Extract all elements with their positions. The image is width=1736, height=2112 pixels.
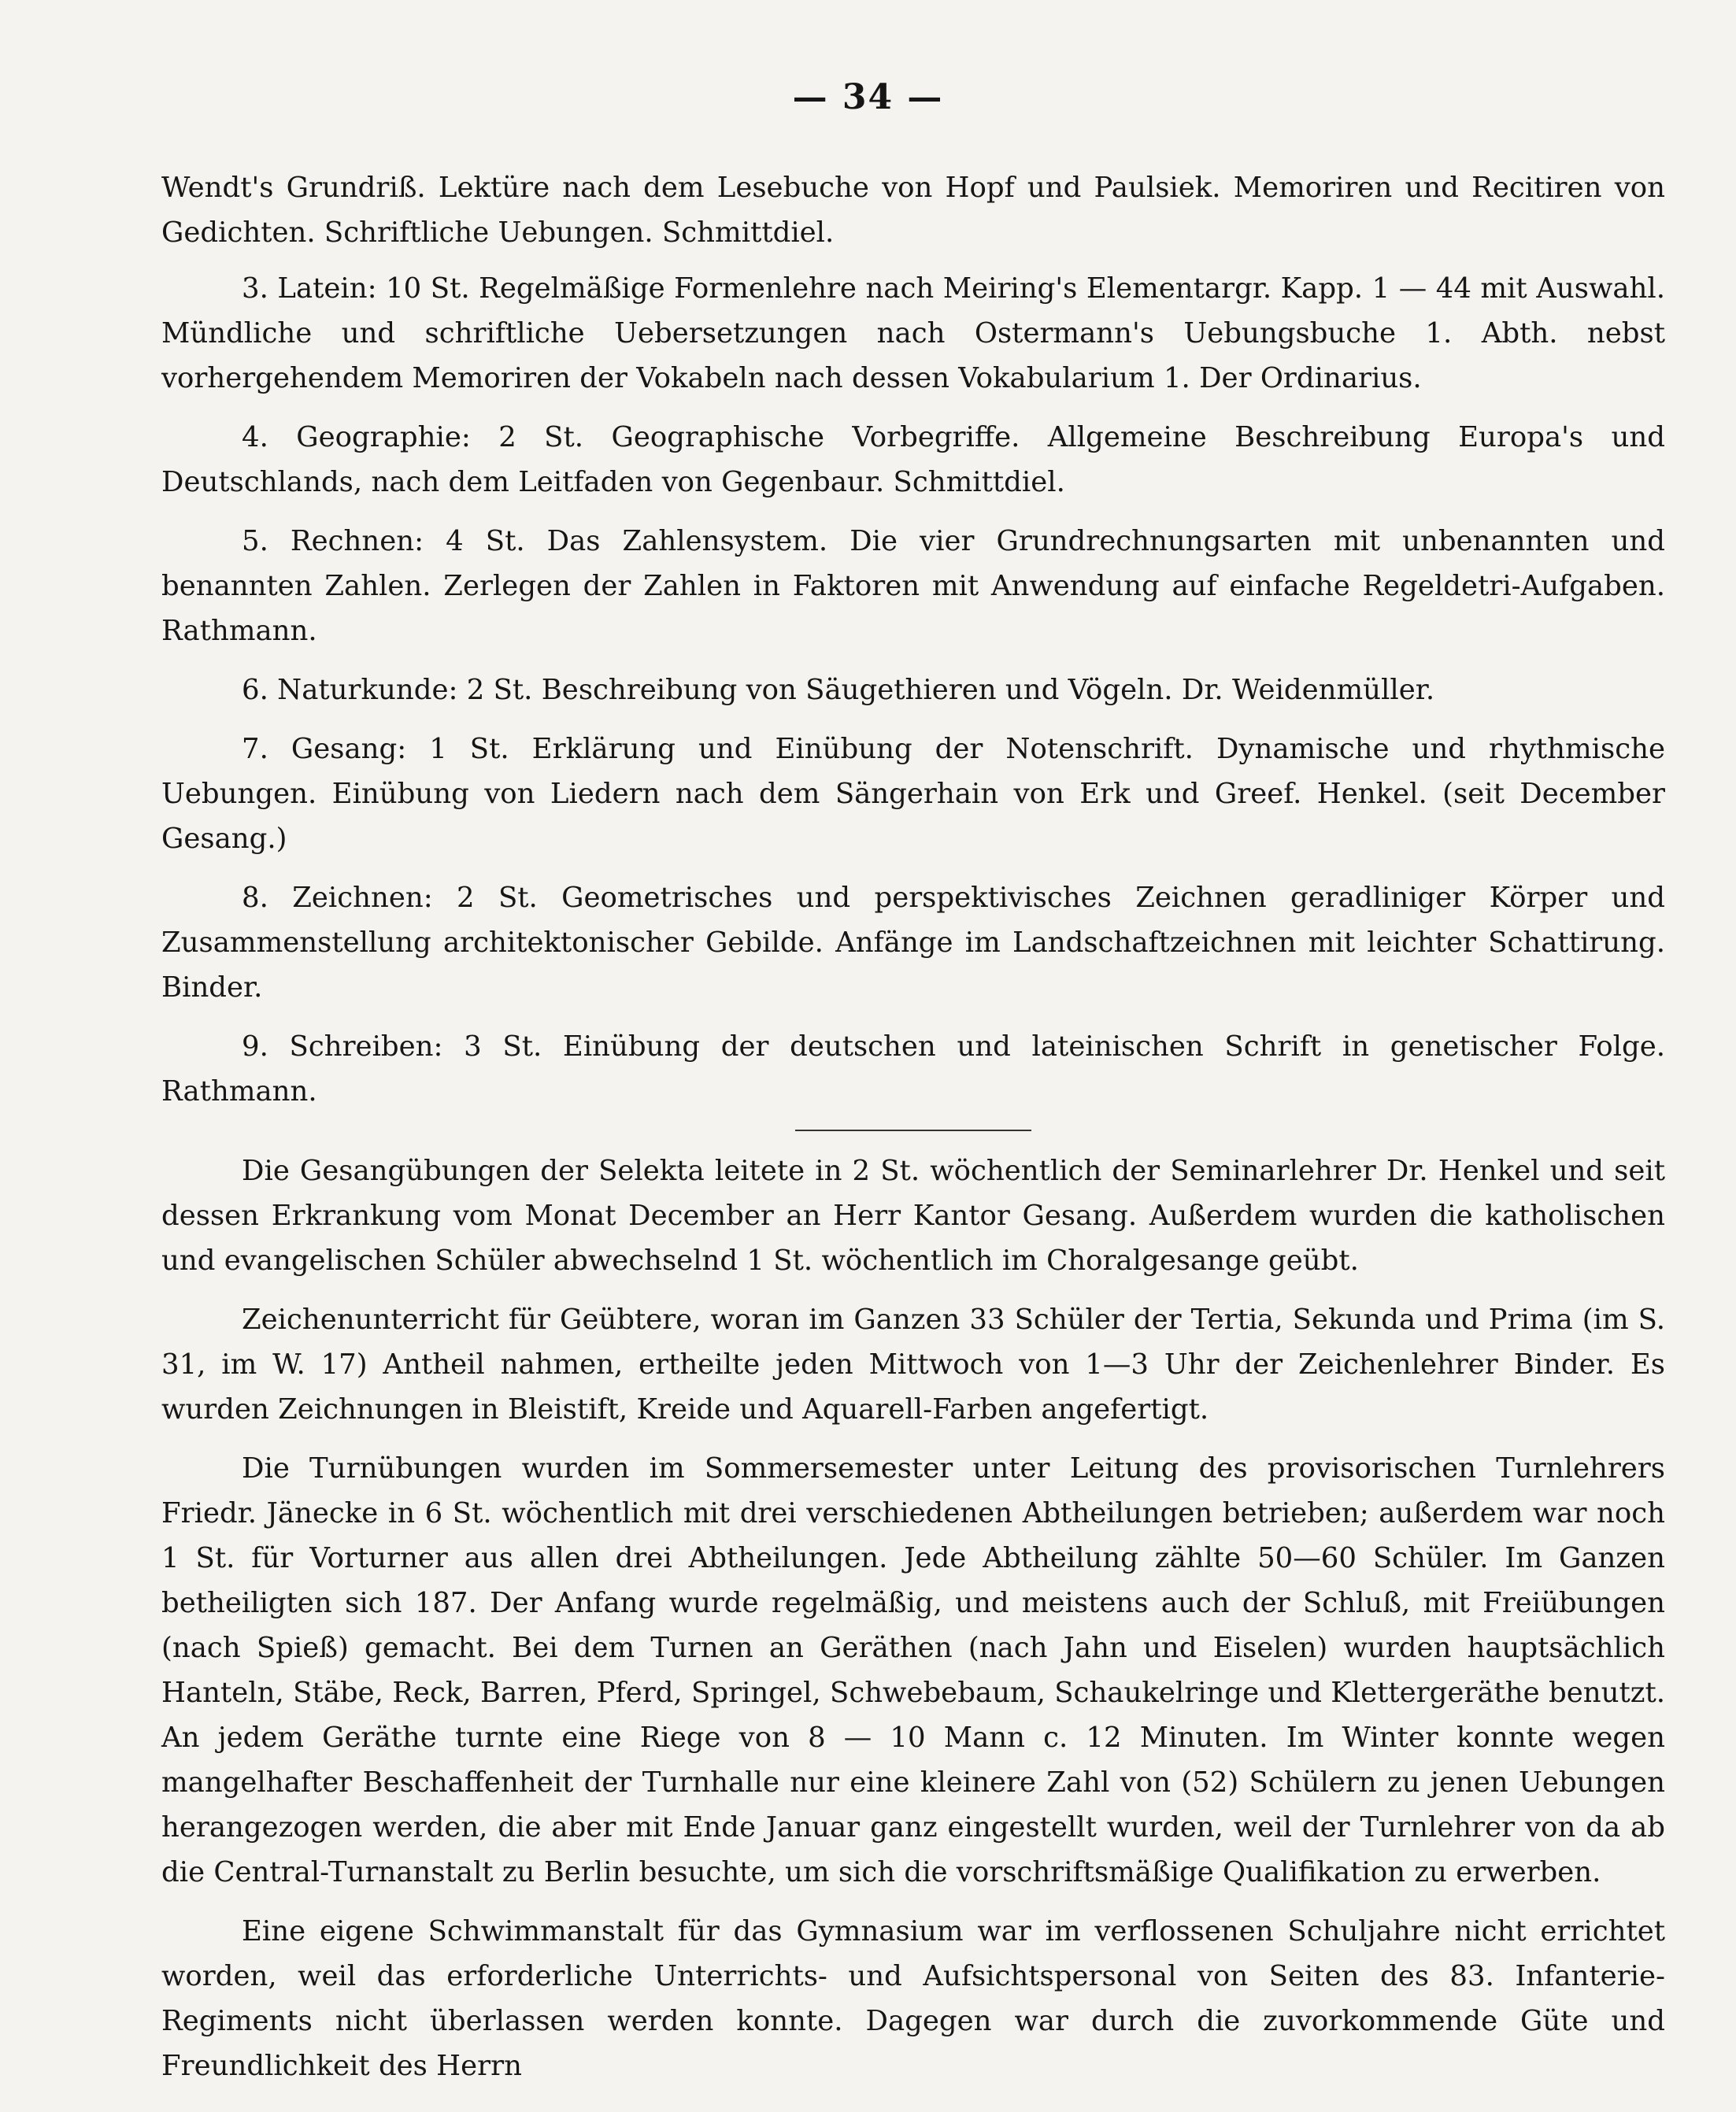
paragraph-arithmetic: 5. Rechnen: 4 St. Das Zahlensystem. Die vier Grundrechnungsarten mit unbenannten und benannten Zahlen. Zerlegen der Zahlen in Faktoren mit Anwendung auf einfache Regeldetri-Aufgaben. Rathmann.	[161, 525, 1665, 647]
page-number: — 34 —	[792, 77, 944, 117]
paragraph-drawing: 8. Zeichnen: 2 St. Geometrisches und perspektivisches Zeichnen geradliniger Körper und Zusammenstellung architektonischer Gebilde. Anfänge im Landschaftzeichnen mit leichter Schattirung. Binder.	[161, 882, 1665, 1004]
paragraph-swimming: Eine eigene Schwimmanstalt für das Gymnasium war im verflossenen Schuljahre nicht errichtet worden, weil das erforderliche Unterrichts- und Aufsichtspersonal von Seiten des 83. Infanterie-Regiments nicht überlassen werden konnte. Dagegen war durch die zuvorkommende Güte und Freundlichkeit des Herrn	[161, 1915, 1665, 2082]
paragraph-drawing-advanced: Zeichenunterricht für Geübtere, woran im Ganzen 33 Schüler der Tertia, Sekunda und Prima (im S. 31, im W. 17) Antheil nahmen, ertheilte jeden Mittwoch von 1—3 Uhr der Zeichenlehrer Binder. Es wurden Zeichnungen in Bleistift, Kreide und Aquarell-Farben angefertigt.	[161, 1304, 1665, 1426]
paragraph-geography: 4. Geographie: 2 St. Geographische Vorbegriffe. Allgemeine Beschreibung Europa's und Deutschlands, nach dem Leitfaden von Gegenbaur. Schmittdiel.	[161, 421, 1665, 498]
paragraph-latin: 3. Latein: 10 St. Regelmäßige Formenlehre nach Meiring's Elementargr. Kapp. 1 — 44 mit Auswahl. Mündliche und schriftliche Uebersetzungen nach Ostermann's Uebungsbuche 1. Abth. nebst vorhergehendem Memoriren der Vokabeln nach dessen Vokabularium 1. Der Ordinarius.	[161, 272, 1665, 394]
paragraph-gymnastics: Die Turnübungen wurden im Sommersemester unter Leitung des provisorischen Turnlehrers Friedr. Jänecke in 6 St. wöchentlich mit drei verschiedenen Abtheilungen betrieben; außerdem war noch 1 St. für Vorturner aus allen drei Abtheilungen. Jede Abtheilung zählte 50—60 Schüler. Im Ganzen betheiligten sich 187. Der Anfang wurde regelmäßig, und meistens auch der Schluß, mit Freiübungen (nach Spieß) gemacht. Bei dem Turnen an Geräthen (nach Jahn und Eiselen) wurden hauptsächlich Hanteln, Stäbe, Reck, Barren, Pferd, Springel, Schwebebaum, Schaukelringe und Klettergeräthe benutzt. An jedem Geräthe turnte eine Riege von 8 — 10 Mann c. 12 Minuten. Im Winter konnte wegen mangelhafter Beschaffenheit der Turnhalle nur eine kleinere Zahl von (52) Schülern zu jenen Uebungen herangezogen werden, die aber mit Ende Januar ganz eingestellt wurden, weil der Turnlehrer von da ab die Central-Turnanstalt zu Berlin besuchte, um sich die vorschriftsmäßige Qualifikation zu erwerben.	[161, 1452, 1665, 1888]
paragraph-continued-german-lessons: Wendt's Grundriß. Lektüre nach dem Lesebuche von Hopf und Paulsiek. Memoriren und Recitiren von Gedichten. Schriftliche Uebungen. Schmittdiel.	[161, 172, 1665, 249]
paragraph-natural-science: 6. Naturkunde: 2 St. Beschreibung von Säugethieren und Vögeln. Dr. Weidenmüller.	[242, 674, 1435, 706]
paragraph-writing: 9. Schreiben: 3 St. Einübung der deutschen und lateinischen Schrift in genetischer Folge. Rathmann.	[161, 1030, 1665, 1108]
paragraph-singing: 7. Gesang: 1 St. Erklärung und Einübung der Notenschrift. Dynamische und rhythmische Uebungen. Einübung von Liedern nach dem Sängerhain von Erk und Greef. Henkel. (seit December Gesang.)	[161, 733, 1665, 855]
paragraph-selekta-singing: Die Gesangübungen der Selekta leitete in 2 St. wöchentlich der Seminarlehrer Dr. Henkel und seit dessen Erkrankung vom Monat December an Herr Kantor Gesang. Außerdem wurden die katholischen und evangelischen Schüler abwechselnd 1 St. wöchentlich im Choralgesange geübt.	[161, 1155, 1665, 1277]
text-body	[161, 165, 1665, 2103]
section-divider	[795, 1130, 1031, 1131]
